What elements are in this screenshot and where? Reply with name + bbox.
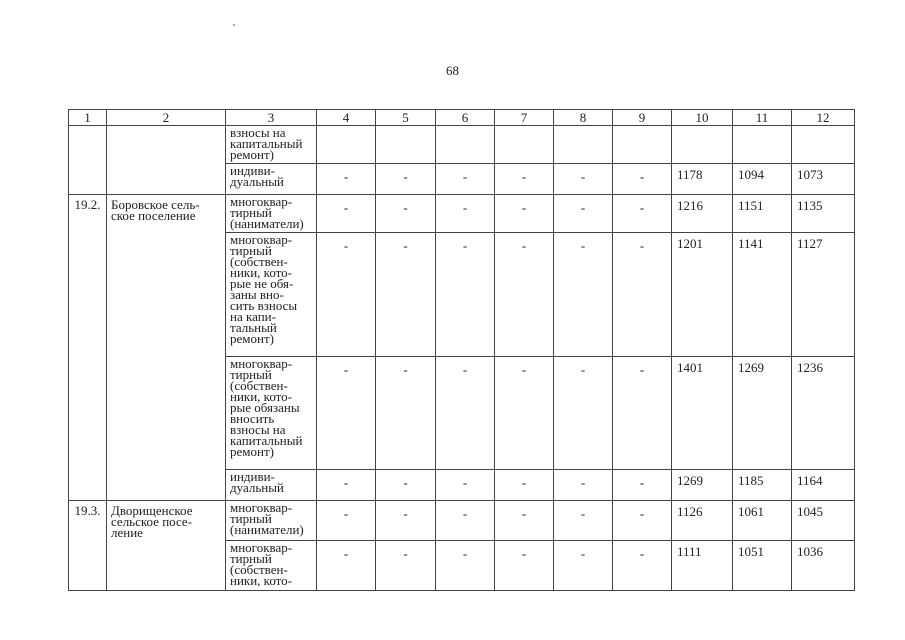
dash-cell: -	[613, 470, 672, 501]
dash-cell: -	[436, 501, 495, 541]
dash-cell: -	[495, 357, 554, 470]
column-number: 3	[226, 110, 317, 126]
column-number: 4	[317, 110, 376, 126]
dash-cell: -	[613, 501, 672, 541]
settlement-cell	[107, 164, 226, 195]
value-cell: 1178	[672, 164, 733, 195]
settlement-cell	[107, 126, 226, 164]
dash-cell: -	[613, 233, 672, 357]
value-cell: 1135	[792, 195, 855, 233]
value-cell: 1061	[733, 501, 792, 541]
value-cell: 1141	[733, 233, 792, 357]
value-cell	[792, 126, 855, 164]
value-cell: 1127	[792, 233, 855, 357]
dash-cell: -	[495, 501, 554, 541]
dash-cell	[436, 126, 495, 164]
value-cell: 1051	[733, 541, 792, 591]
dash-cell: -	[376, 164, 436, 195]
value-cell: 1401	[672, 357, 733, 470]
value-cell: 1269	[733, 357, 792, 470]
housing-type-cell: индиви- дуальный	[226, 470, 317, 501]
settlement-cell	[107, 357, 226, 470]
housing-type-cell: индиви- дуальный	[226, 164, 317, 195]
row-number-cell	[69, 233, 107, 357]
value-cell: 1236	[792, 357, 855, 470]
settlement-cell: Боровское сель- ское поселение	[107, 195, 226, 233]
dash-cell: -	[436, 470, 495, 501]
row-number-cell	[69, 541, 107, 591]
value-cell: 1045	[792, 501, 855, 541]
column-number: 12	[792, 110, 855, 126]
scan-speck	[233, 24, 235, 26]
dash-cell	[317, 126, 376, 164]
dash-cell: -	[436, 164, 495, 195]
dash-cell	[554, 126, 613, 164]
column-number: 7	[495, 110, 554, 126]
dash-cell: -	[554, 357, 613, 470]
dash-cell: -	[613, 195, 672, 233]
dash-cell: -	[376, 470, 436, 501]
dash-cell: -	[436, 233, 495, 357]
header-row	[69, 110, 855, 126]
dash-cell: -	[317, 357, 376, 470]
housing-type-cell: многоквар- тирный (собствен- ники, кото- рые не обя- заны вно- сить взносы на капи- тальный ремонт)	[226, 233, 317, 357]
dash-cell: -	[613, 164, 672, 195]
table-row	[69, 233, 855, 357]
tariff-table	[68, 109, 855, 591]
dash-cell: -	[495, 541, 554, 591]
column-number: 1	[69, 110, 107, 126]
dash-cell: -	[554, 541, 613, 591]
value-cell: 1201	[672, 233, 733, 357]
dash-cell: -	[317, 541, 376, 591]
dash-cell: -	[376, 357, 436, 470]
dash-cell: -	[554, 470, 613, 501]
dash-cell: -	[376, 233, 436, 357]
table-row	[69, 501, 855, 541]
column-number: 2	[107, 110, 226, 126]
dash-cell: -	[317, 195, 376, 233]
column-number: 9	[613, 110, 672, 126]
dash-cell: -	[554, 164, 613, 195]
value-cell	[733, 126, 792, 164]
dash-cell: -	[613, 541, 672, 591]
value-cell: 1216	[672, 195, 733, 233]
value-cell: 1126	[672, 501, 733, 541]
dash-cell: -	[317, 501, 376, 541]
value-cell	[672, 126, 733, 164]
row-number-cell: 19.2.	[69, 195, 107, 233]
settlement-cell: Дворищенское сельское посе- ление	[107, 501, 226, 541]
dash-cell: -	[317, 164, 376, 195]
dash-cell: -	[495, 470, 554, 501]
row-number-cell	[69, 164, 107, 195]
table-row	[69, 164, 855, 195]
row-number-cell	[69, 357, 107, 470]
column-number: 6	[436, 110, 495, 126]
dash-cell: -	[495, 233, 554, 357]
table-row	[69, 126, 855, 164]
dash-cell	[376, 126, 436, 164]
dash-cell: -	[436, 541, 495, 591]
column-number: 11	[733, 110, 792, 126]
row-number-cell: 19.3.	[69, 501, 107, 541]
housing-type-cell: многоквар- тирный (собствен- ники, кото- рые обязаны вносить взносы на капитальный ремонт)	[226, 357, 317, 470]
housing-type-cell: многоквар- тирный (собствен- ники, кото-	[226, 541, 317, 591]
dash-cell: -	[436, 357, 495, 470]
dash-cell: -	[317, 470, 376, 501]
dash-cell: -	[554, 233, 613, 357]
settlement-cell	[107, 541, 226, 591]
column-number: 8	[554, 110, 613, 126]
dash-cell: -	[376, 541, 436, 591]
settlement-cell	[107, 233, 226, 357]
dash-cell: -	[376, 501, 436, 541]
dash-cell: -	[554, 195, 613, 233]
dash-cell: -	[495, 164, 554, 195]
dash-cell	[495, 126, 554, 164]
table-row	[69, 541, 855, 591]
value-cell: 1111	[672, 541, 733, 591]
value-cell: 1164	[792, 470, 855, 501]
value-cell: 1151	[733, 195, 792, 233]
value-cell: 1036	[792, 541, 855, 591]
dash-cell: -	[436, 195, 495, 233]
dash-cell: -	[495, 195, 554, 233]
table-row	[69, 470, 855, 501]
page-number: 68	[446, 63, 459, 78]
dash-cell: -	[613, 357, 672, 470]
value-cell: 1185	[733, 470, 792, 501]
dash-cell: -	[376, 195, 436, 233]
value-cell: 1269	[672, 470, 733, 501]
dash-cell	[613, 126, 672, 164]
housing-type-cell: взносы на капитальный ремонт)	[226, 126, 317, 164]
housing-type-cell: многоквар- тирный (наниматели)	[226, 195, 317, 233]
table-row	[69, 357, 855, 470]
table-row	[69, 195, 855, 233]
housing-type-cell: многоквар- тирный (наниматели)	[226, 501, 317, 541]
dash-cell: -	[317, 233, 376, 357]
settlement-cell	[107, 470, 226, 501]
column-number: 10	[672, 110, 733, 126]
row-number-cell	[69, 470, 107, 501]
column-number: 5	[376, 110, 436, 126]
value-cell: 1094	[733, 164, 792, 195]
dash-cell: -	[554, 501, 613, 541]
value-cell: 1073	[792, 164, 855, 195]
row-number-cell	[69, 126, 107, 164]
